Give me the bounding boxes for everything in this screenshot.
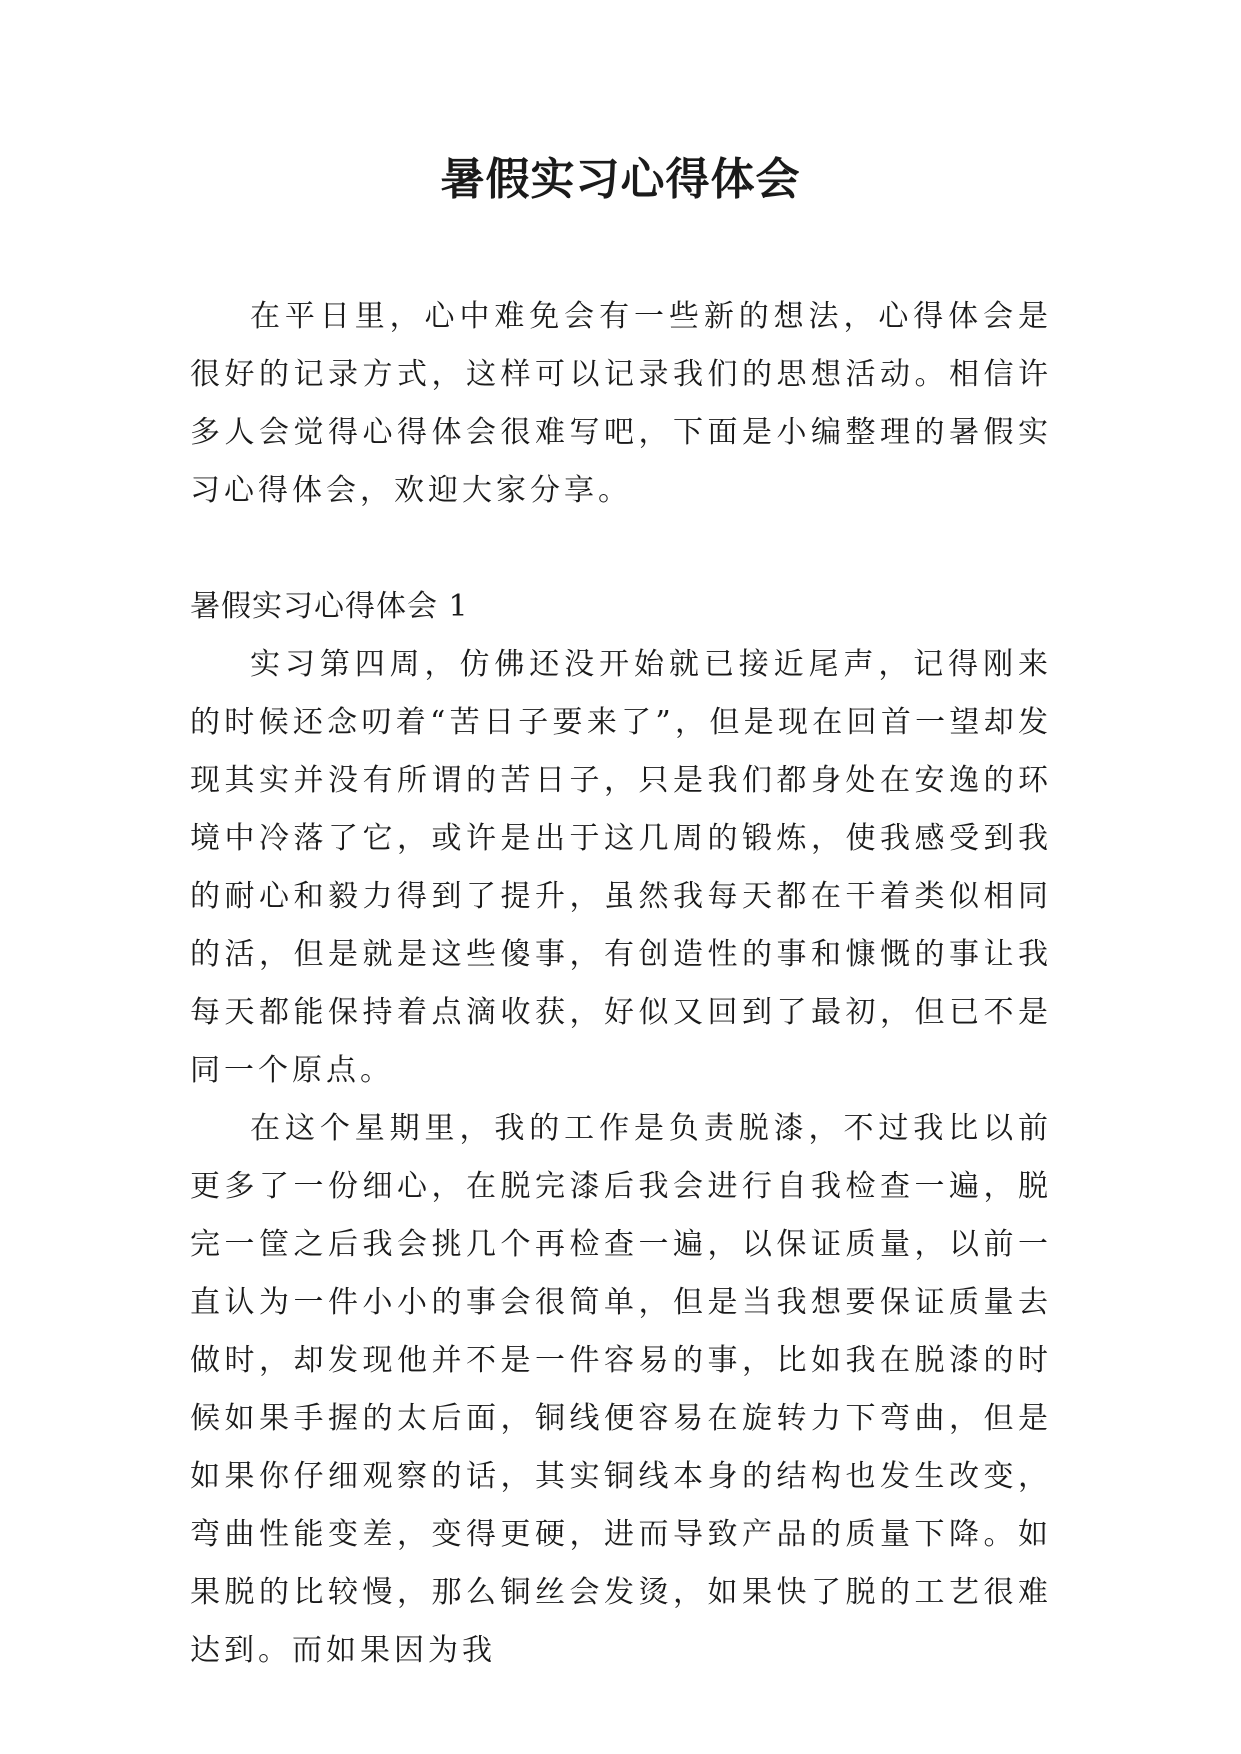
section-paragraph-1: 实习第四周，仿佛还没开始就已接近尾声，记得刚来的时候还念叨着“苦日子要来了”，但是现在回首一望却发现其实并没有所谓的苦日子，只是我们都身处在安逸的环境中冷落了它，或许是出于这几周的锻炼，使我感受到我的耐心和毅力得到了提升，虽然我每天都在干着类似相同的活，但是就是这些傻事，有创造性的事和慷慨的事让我每天都能保持着点滴收获，好似又回到了最初，但已不是同一个原点。 bbox=[190, 647, 1052, 1088]
intro-paragraph: 在平日里，心中难免会有一些新的想法，心得体会是很好的记录方式，这样可以记录我们的思想活动。相信许多人会觉得心得体会很难写吧，下面是小编整理的暑假实习心得体会，欢迎大家分享。 bbox=[190, 299, 1052, 508]
section-heading: 暑假实习心得体会 1 bbox=[190, 589, 469, 624]
document-title: 暑假实习心得体会 bbox=[440, 154, 801, 205]
section-1 bbox=[190, 578, 1052, 1680]
section-paragraph-2: 在这个星期里，我的工作是负责脱漆，不过我比以前更多了一份细心，在脱完漆后我会进行自我检查一遍，脱完一筐之后我会挑几个再检查一遍，以保证质量，以前一直认为一件小小的事会很简单，但是当我想要保证质量去做时，却发现他并不是一件容易的事，比如我在脱漆的时候如果手握的太后面，铜线便容易在旋转力下弯曲，但是如果你仔细观察的话，其实铜线本身的结构也发生改变，弯曲性能变差，变得更硬，进而导致产品的质量下降。如果脱的比较慢，那么铜丝会发烫，如果快了脱的工艺很难达到。而如果因为我 bbox=[190, 1111, 1052, 1668]
